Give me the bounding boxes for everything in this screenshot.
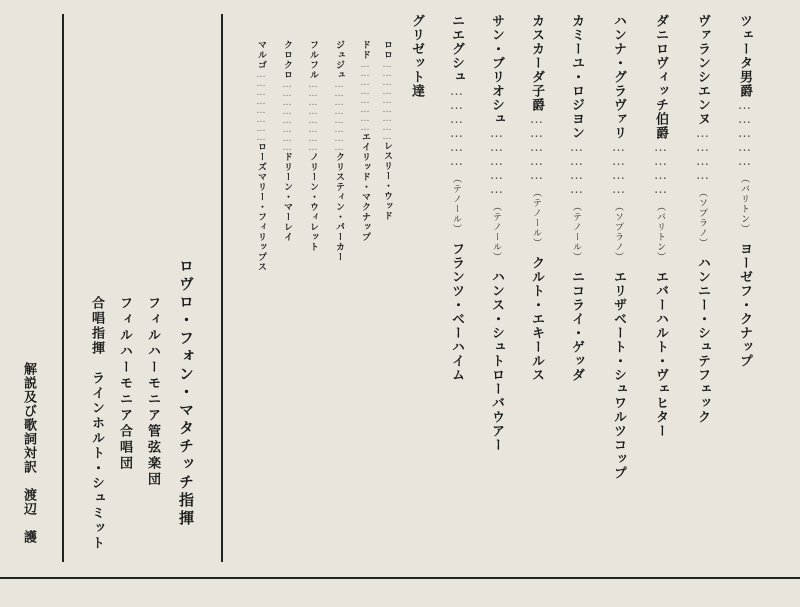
cast-singer: ハンニー・シュテフェック [695,256,710,424]
grisette-row [360,40,369,242]
cast-singer: ニコライ・ゲッダ [569,270,584,382]
voice-type: （ソプラノ） [613,202,623,262]
conductor-credit: ロヴロ・フォン・マタチッチ指揮 [177,258,195,528]
cast-role: ハンナ・グラヴァリ [611,14,626,140]
leader-dots: ……………… [449,84,464,168]
voice-type: （テノール） [451,174,461,234]
voice-type: （バリトン） [739,174,749,234]
leader-dots: ………… [653,140,668,196]
leader-dots: …………………… [308,80,318,152]
leader-dots: …………………… [360,60,370,132]
chorus-master-credit: 合唱指揮 ラインホルト・シュミット [89,296,104,551]
grisette-singer: ノリーン・ウィレット [308,152,318,252]
grisette-singer: ローズマリー・フィリップス [256,142,266,272]
cast-row-grisettes [410,14,423,98]
voice-type: （テノール） [571,202,581,262]
cast-role: カスカーダ子爵 [529,14,544,112]
leader-dots: …………… [489,126,504,196]
grisette-role: フルフル [308,40,318,80]
voice-type: （バリトン） [655,202,665,262]
voice-type: （テノール） [531,188,541,248]
cast-singer: フランツ・ベーハイム [449,242,464,382]
leader-dots: …………………… [256,70,266,142]
leader-dots: …………………… [334,80,344,152]
grisette-role: マルゴ [256,40,266,70]
bottom-rule [0,577,800,579]
cast-role: ヴァランシエンヌ [695,14,710,126]
grisette-row [334,40,343,262]
cast-singer: エバーハルト・ヴェヒター [653,270,668,438]
voice-type: （テノール） [491,202,501,262]
grisette-role: クロクロ [282,40,292,80]
cast-row [490,14,503,452]
cast-singer: ヨーゼフ・クナップ [737,242,752,368]
vertical-rule-right [221,14,223,562]
notes-credit: 解説及び歌詞対訳 渡辺 護 [21,362,36,544]
grisette-row [308,40,317,252]
orchestra-credit: フィルハーモニア管弦楽団 [145,296,160,488]
cast-row [530,14,543,382]
grisette-role: ロロ [382,40,392,60]
cast-singer: ハンス・シュトローバウアー [489,270,504,452]
leader-dots: ………… [611,140,626,196]
cast-role: ダニロヴィッチ伯爵 [653,14,668,140]
chorus-credit: フィルハーモニア合唱団 [117,296,132,472]
cast-row [450,14,463,382]
grisette-role: ジュジュ [334,40,344,80]
leader-dots: ………… [695,126,710,182]
leader-dots: ……………………… [382,60,392,141]
cast-row [696,14,709,424]
leader-dots: …………… [529,112,544,182]
cast-row [654,14,667,438]
leader-dots: …………………… [282,80,292,152]
voice-type: （ソプラノ） [697,188,707,248]
grisette-singer: クリスティン・パーカー [334,152,344,262]
grisette-singer: エイリッド・マクナップ [360,132,370,242]
vertical-rule-left [62,14,64,562]
leader-dots: ………… [569,140,584,196]
grisette-row [256,40,265,272]
cast-row [738,14,751,368]
cast-role: サン・ブリオシュ [489,14,504,126]
cast-row [570,14,583,382]
grisette-row [382,40,391,221]
grisette-singer: レスリー・ウッド [382,141,392,221]
grisette-singer: ドリーン・マーレイ [282,152,292,242]
cast-role: カミーユ・ロジヨン [569,14,584,140]
cast-row [612,14,625,480]
cast-singer: クルト・エキールス [529,256,544,382]
cast-singer: エリザベート・シュワルツコップ [611,270,626,480]
cast-role: ツェータ男爵 [737,14,752,98]
grisette-role: ドド [360,40,370,60]
cast-role: グリゼット達 [409,14,424,98]
grisette-row [282,40,291,242]
leader-dots: …………… [737,98,752,168]
cast-role: ニエグシュ [449,14,464,84]
